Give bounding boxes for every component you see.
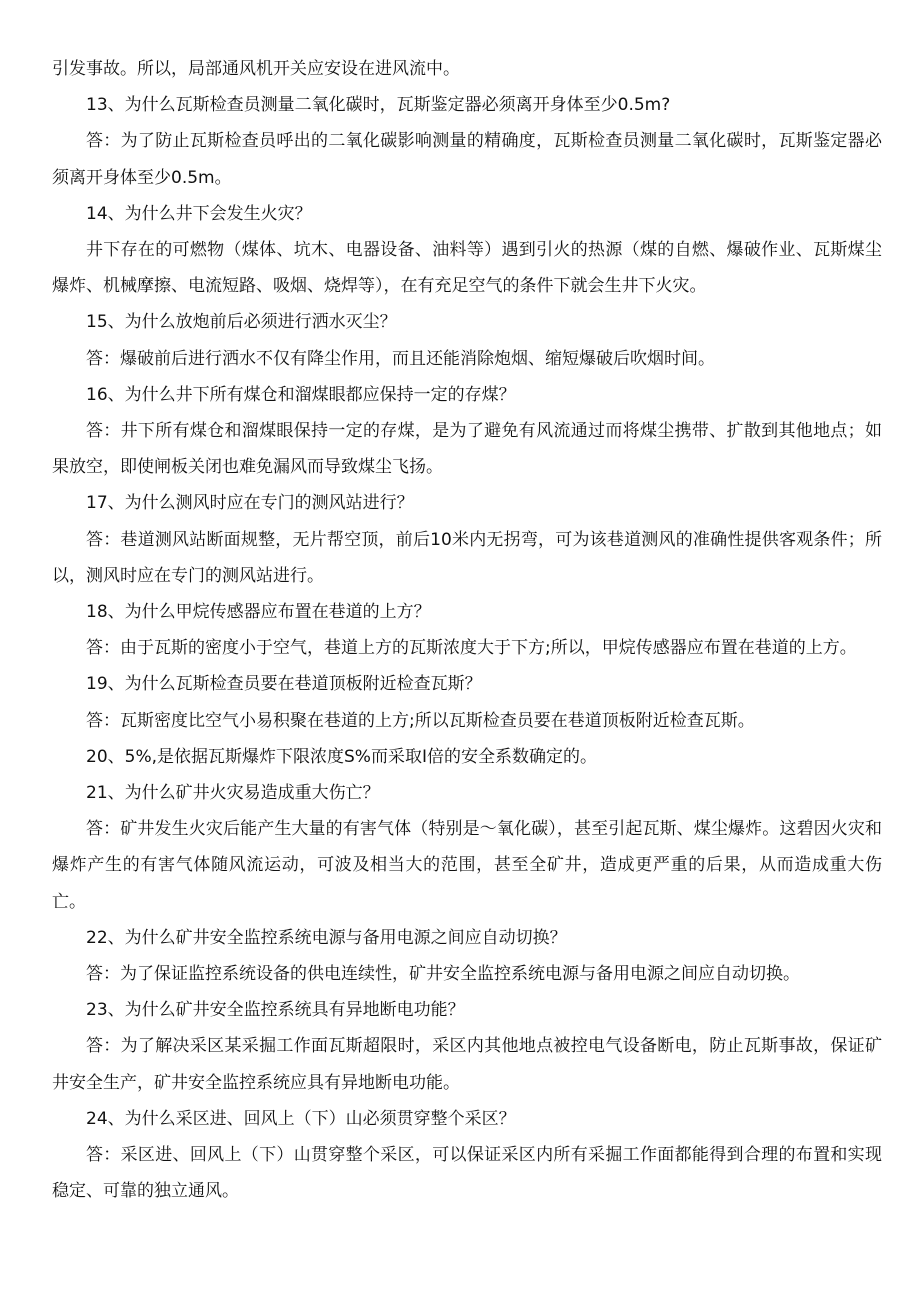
question-15: 15、为什么放炮前后必须进行洒水灭尘？: [86, 312, 397, 333]
answer-13: 答：为了防止瓦斯检查员呼出的二氧化碳影响测量的精确度，瓦斯检查员测量二氧化碳时，瓦斯鉴定器必须离开身体至少0.5m。: [52, 131, 882, 188]
question-22: 22、为什么矿井安全监控系统电源与备用电源之间应自动切换？: [86, 927, 567, 948]
question-16: 16、为什么井下所有煤仓和溜煤眼都应保持一定的存煤？: [86, 384, 516, 405]
question-18: 18、为什么甲烷传感器应布置在巷道的上方？: [86, 602, 431, 623]
answer-17: 答：巷道测风站断面规整，无片帮空顶，前后10米内无拐弯，可为该巷道测风的准确性提供客观条件；所以，测风时应在专门的测风站进行。: [52, 529, 882, 586]
question-19: 19、为什么瓦斯检查员要在巷道顶板附近检查瓦斯？: [86, 674, 482, 695]
question-13: 13、为什么瓦斯检查员测量二氧化碳时，瓦斯鉴定器必须离开身体至少0.5m?: [86, 95, 671, 116]
question-21: 21、为什么矿井火灾易造成重大伤亡？: [86, 783, 380, 804]
answer-19: 答：瓦斯密度比空气小易积聚在巷道的上方;所以瓦斯检查员要在巷道顶板附近检查瓦斯。: [86, 710, 755, 731]
answer-23: 答：为了解决采区某采掘工作面瓦斯超限时，采区内其他地点被控电气设备断电，防止瓦斯事故，保证矿井安全生产，矿井安全监控系统应具有异地断电功能。: [52, 1036, 882, 1093]
item-20: 20、5%,是依据瓦斯爆炸下限浓度S%而采取I倍的安全系数确定的。: [86, 746, 597, 767]
question-14: 14、为什么井下会发生火灾？: [86, 203, 312, 224]
answer-21: 答：矿井发生火灾后能产生大量的有害气体（特别是～氧化碳），甚至引起瓦斯、煤尘爆炸。这碧因火灾和爆炸产生的有害气体随风流运动，可波及相当大的范围，甚至全矿井，造成更严重的后果，从而造成重大伤亡。: [52, 819, 882, 912]
question-17: 17、为什么测风时应在专门的测风站进行？: [86, 493, 414, 514]
paragraph-continuation: 引发事故。所以，局部通风机开关应安设在进风流中。: [52, 59, 460, 79]
question-24: 24、为什么采区进、回风上（下）山必须贯穿整个采区？: [86, 1108, 516, 1129]
answer-14: 井下存在的可燃物（煤体、坑木、电器设备、油料等）遇到引火的热源（煤的自燃、爆破作业、瓦斯煤尘爆炸、机械摩擦、电流短路、吸烟、烧焊等），在有充足空气的条件下就会生井下火灾。: [52, 240, 882, 297]
answer-24: 答：采区进、回风上（下）山贯穿整个采区，可以保证采区内所有采掘工作面都能得到合理的布置和实现稳定、可靠的独立通风。: [52, 1145, 882, 1202]
answer-22: 答：为了保证监控系统设备的供电连续性，矿井安全监控系统电源与备用电源之间应自动切换。: [86, 964, 800, 985]
answer-18: 答：由于瓦斯的密度小于空气，巷道上方的瓦斯浓度大于下方;所以，甲烷传感器应布置在巷道的上方。: [86, 638, 857, 659]
answer-16: 答：井下所有煤仓和溜煤眼保持一定的存煤，是为了避免有风流通过而将煤尘携带、扩散到其他地点；如果放空，即使闸板关闭也难免漏风而导致煤尘飞扬。: [52, 421, 882, 478]
answer-15: 答：爆破前后进行洒水不仅有降尘作用，而且还能消除炮烟、缩短爆破后吹烟时间。: [86, 348, 715, 369]
question-23: 23、为什么矿井安全监控系统具有异地断电功能？: [86, 1000, 465, 1021]
document-body: [52, 51, 882, 1210]
